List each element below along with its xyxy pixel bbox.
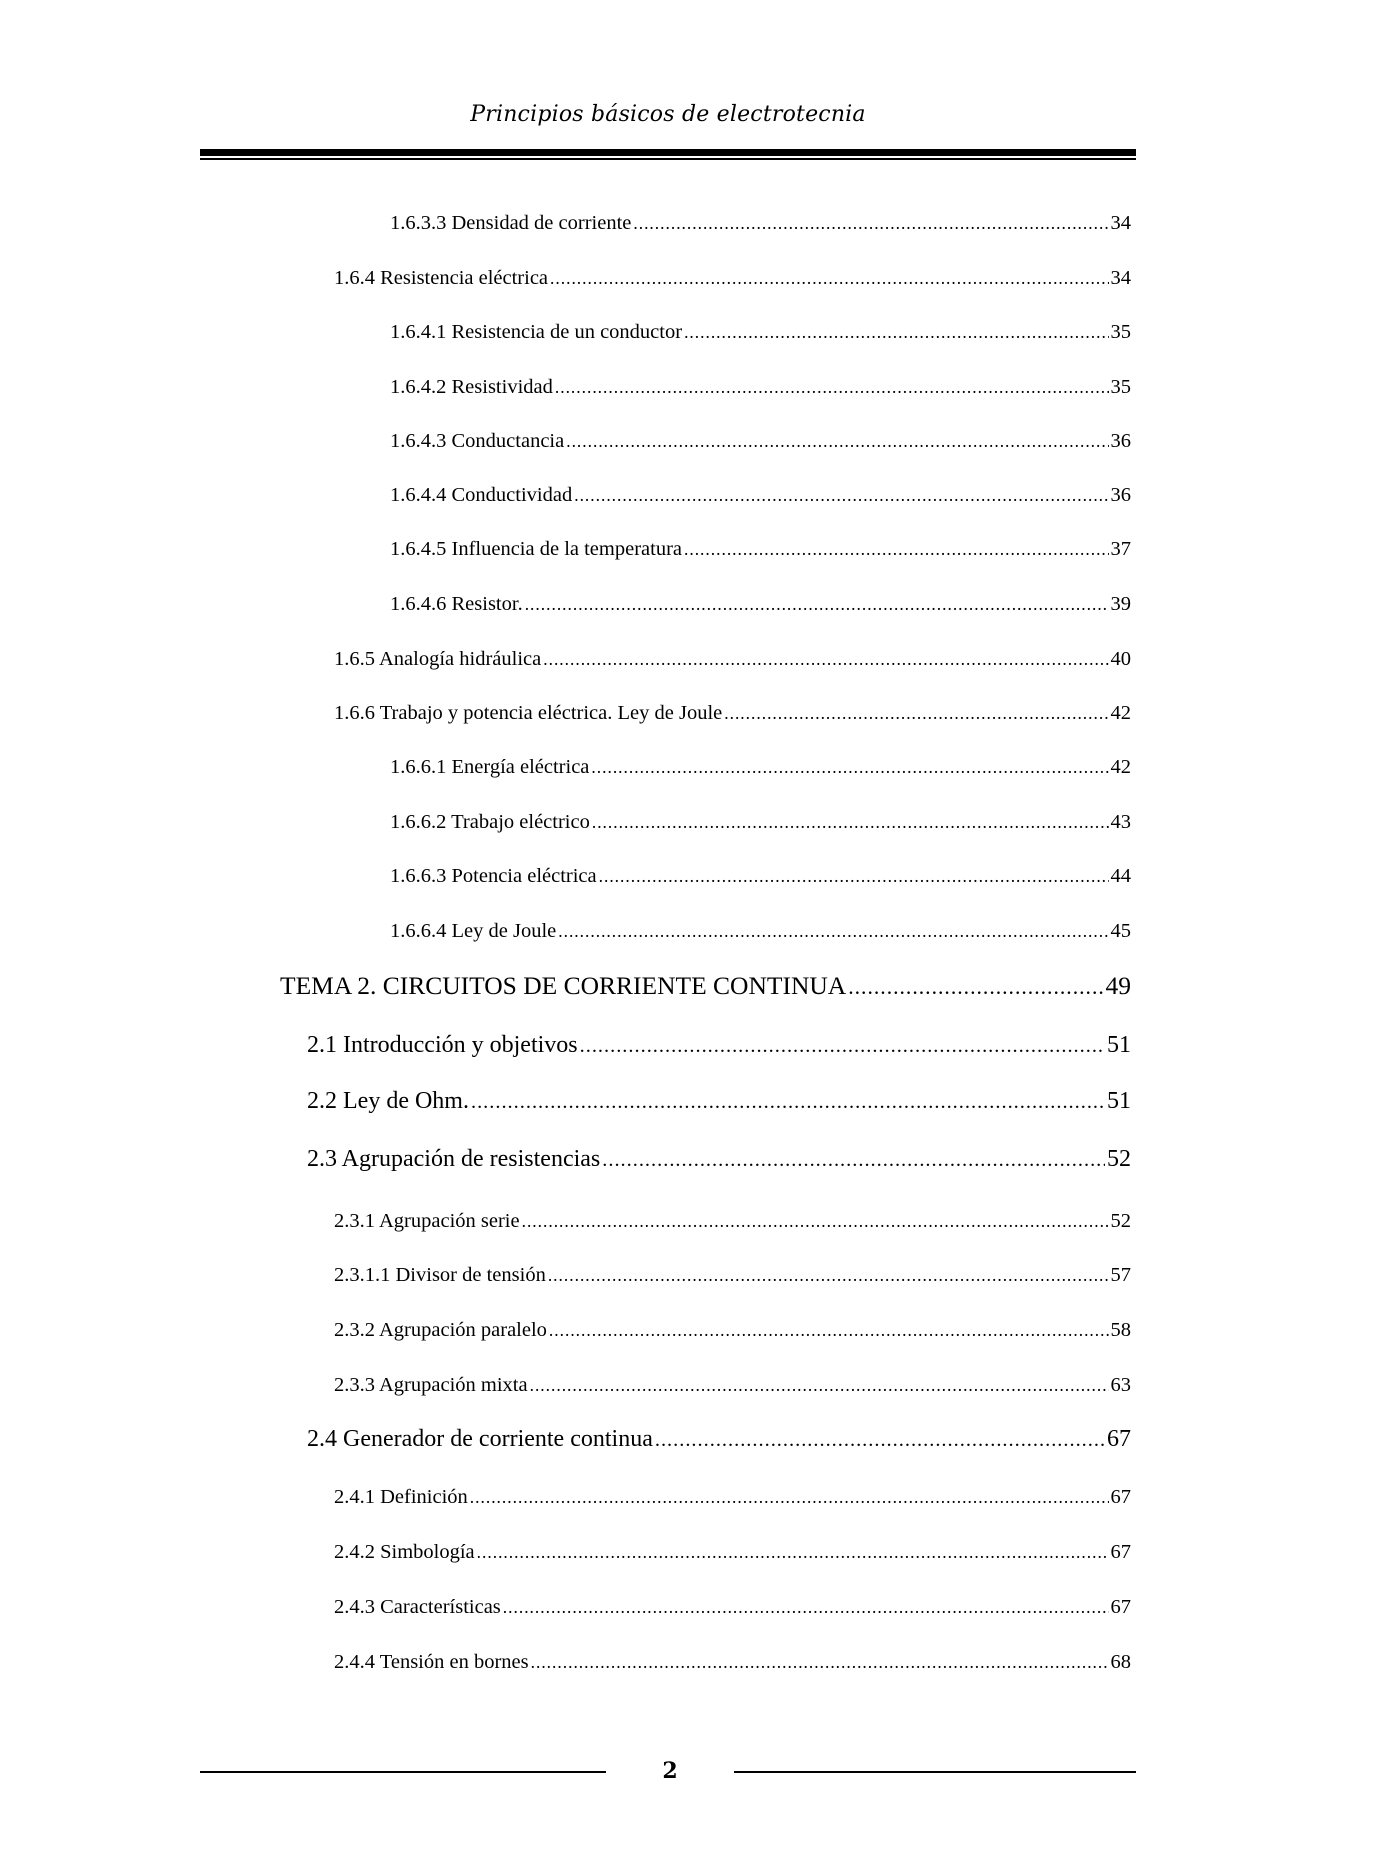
dot-leader <box>503 1597 1109 1618</box>
toc-entry[interactable] <box>334 1210 1131 1233</box>
header-rule-thin <box>200 158 1136 160</box>
toc-entry[interactable] <box>334 648 1131 671</box>
toc-entry-page: 49 <box>1105 971 1131 1000</box>
dot-leader <box>543 649 1108 670</box>
dot-leader <box>531 1652 1109 1673</box>
toc-entry[interactable] <box>390 484 1131 507</box>
toc-entry-page: 51 <box>1107 1088 1131 1114</box>
toc-entry-page: 67 <box>1110 1596 1131 1618</box>
toc-entry-label: 1.6.3.3 Densidad de corriente <box>390 212 632 234</box>
dot-leader <box>684 322 1108 343</box>
toc-entry-page: 63 <box>1110 1374 1131 1396</box>
running-header: Principios básicos de electrotecnia <box>470 102 866 127</box>
toc-entry-page: 52 <box>1107 1146 1131 1172</box>
dot-leader <box>549 1320 1109 1341</box>
toc-entry-label: 2.3.1 Agrupación serie <box>334 1210 520 1232</box>
toc-entry[interactable] <box>334 702 1131 725</box>
toc-entry-page: 51 <box>1107 1032 1131 1058</box>
toc-entry-label: 2.4.3 Características <box>334 1596 501 1618</box>
dot-leader <box>574 485 1108 506</box>
toc-entry-page: 40 <box>1110 648 1131 670</box>
toc-entry-label: 2.3.1.1 Divisor de tensión <box>334 1264 546 1286</box>
toc-entry[interactable] <box>390 376 1131 399</box>
dot-leader <box>599 866 1109 887</box>
toc-entry[interactable] <box>390 865 1131 888</box>
dot-leader <box>548 1265 1109 1286</box>
toc-entry[interactable] <box>334 267 1131 290</box>
toc-entry[interactable] <box>334 1596 1131 1619</box>
toc-entry-label: 2.4.2 Simbología <box>334 1541 475 1563</box>
dot-leader <box>592 812 1109 833</box>
toc-entry[interactable] <box>307 1032 1131 1059</box>
toc-entry-label: 1.6.4.5 Influencia de la temperatura <box>390 538 682 560</box>
toc-entry[interactable] <box>307 1088 1131 1115</box>
toc-entry[interactable] <box>334 1319 1131 1342</box>
toc-entry-page: 42 <box>1110 702 1131 724</box>
toc-entry-page: 45 <box>1110 920 1131 942</box>
toc-entry-page: 67 <box>1110 1486 1131 1508</box>
dot-leader <box>591 757 1108 778</box>
toc-entry[interactable] <box>390 920 1131 943</box>
dot-leader <box>555 377 1109 398</box>
toc-entry-label: 1.6.4.1 Resistencia de un conductor <box>390 321 683 343</box>
toc-entry[interactable] <box>280 971 1131 1001</box>
toc-entry[interactable] <box>307 1146 1131 1173</box>
dot-leader <box>602 1149 1105 1172</box>
toc-entry-label: 1.6.4.6 Resistor. <box>390 593 523 615</box>
toc-entry-label: 2.4 Generador de corriente continua <box>307 1426 653 1452</box>
dot-leader <box>580 1035 1105 1058</box>
toc-entry-label: 1.6.4.3 Conductancia <box>390 430 565 452</box>
toc-entry-page: 67 <box>1107 1426 1131 1452</box>
page-number: 2 <box>662 1758 678 1784</box>
toc-entry-page: 35 <box>1110 321 1131 343</box>
toc-entry-page: 34 <box>1110 212 1131 234</box>
dot-leader <box>566 431 1108 452</box>
toc-entry-label: 1.6.6.4 Ley de Joule <box>390 920 557 942</box>
toc-entry-label: 2.1 Introducción y objetivos <box>307 1032 578 1058</box>
toc-entry-label: 2.3 Agrupación de resistencias <box>307 1146 601 1172</box>
dot-leader <box>522 1211 1109 1232</box>
dot-leader <box>470 1487 1109 1508</box>
dot-leader <box>530 1375 1109 1396</box>
toc-entry[interactable] <box>390 212 1131 235</box>
toc-entry-label: 2.4.4 Tensión en bornes <box>334 1651 529 1673</box>
toc-entry-page: 58 <box>1110 1319 1131 1341</box>
toc-entry-label: 2.3.3 Agrupación mixta <box>334 1374 528 1396</box>
toc-entry-page: 36 <box>1110 484 1131 506</box>
toc-entry[interactable] <box>334 1651 1131 1674</box>
toc-entry[interactable] <box>390 538 1131 561</box>
toc-entry-page: 35 <box>1110 376 1131 398</box>
toc-entry-label: 1.6.6.1 Energía eléctrica <box>390 756 590 778</box>
toc-entry-label: 1.6.6.3 Potencia eléctrica <box>390 865 597 887</box>
toc-entry-label: 2.2 Ley de Ohm. <box>307 1088 469 1114</box>
footer-rule-left <box>200 1771 606 1773</box>
footer-rule-right <box>734 1771 1136 1773</box>
dot-leader <box>550 268 1108 289</box>
toc-entry[interactable] <box>334 1541 1131 1564</box>
dot-leader <box>633 213 1108 234</box>
toc-entry-page: 68 <box>1110 1651 1131 1673</box>
toc-entry-page: 44 <box>1110 865 1131 887</box>
dot-leader <box>525 594 1109 615</box>
toc-entry[interactable] <box>390 430 1131 453</box>
toc-entry[interactable] <box>390 321 1131 344</box>
dot-leader <box>684 539 1109 560</box>
header-rule-thick <box>200 149 1136 156</box>
toc-entry-page: 34 <box>1110 267 1131 289</box>
toc-entry-label: 1.6.5 Analogía hidráulica <box>334 648 542 670</box>
toc-entry[interactable] <box>390 756 1131 779</box>
toc-entry-page: 42 <box>1110 756 1131 778</box>
toc-entry-label: 1.6.6.2 Trabajo eléctrico <box>390 811 590 833</box>
toc-entry-page: 43 <box>1110 811 1131 833</box>
toc-entry-label: 2.4.1 Definición <box>334 1486 468 1508</box>
toc-entry-label: 1.6.4 Resistencia eléctrica <box>334 267 549 289</box>
toc-entry-page: 39 <box>1110 593 1131 615</box>
dot-leader <box>558 921 1108 942</box>
toc-entry-label: TEMA 2. CIRCUITOS DE CORRIENTE CONTINUA <box>280 971 847 1000</box>
dot-leader <box>471 1091 1105 1114</box>
toc-entry[interactable] <box>307 1426 1131 1453</box>
dot-leader <box>848 975 1103 1000</box>
toc-entry-label: 1.6.4.4 Conductividad <box>390 484 573 506</box>
toc-entry-page: 36 <box>1110 430 1131 452</box>
dot-leader <box>655 1429 1105 1452</box>
toc-entry-label: 1.6.6 Trabajo y potencia eléctrica. Ley de Joule <box>334 702 723 724</box>
toc-entry[interactable] <box>334 1374 1131 1397</box>
toc-entry-label: 1.6.4.2 Resistividad <box>390 376 553 398</box>
dot-leader <box>724 703 1108 724</box>
dot-leader <box>477 1542 1109 1563</box>
toc-entry-page: 37 <box>1110 538 1131 560</box>
toc-entry-label: 2.3.2 Agrupación paralelo <box>334 1319 547 1341</box>
toc-entry-page: 67 <box>1110 1541 1131 1563</box>
toc-entry-page: 57 <box>1110 1264 1131 1286</box>
toc-entry[interactable] <box>390 811 1131 834</box>
toc-entry[interactable] <box>334 1264 1131 1287</box>
toc-entry[interactable] <box>334 1486 1131 1509</box>
toc-entry-page: 52 <box>1110 1210 1131 1232</box>
toc-entry[interactable] <box>390 593 1131 616</box>
